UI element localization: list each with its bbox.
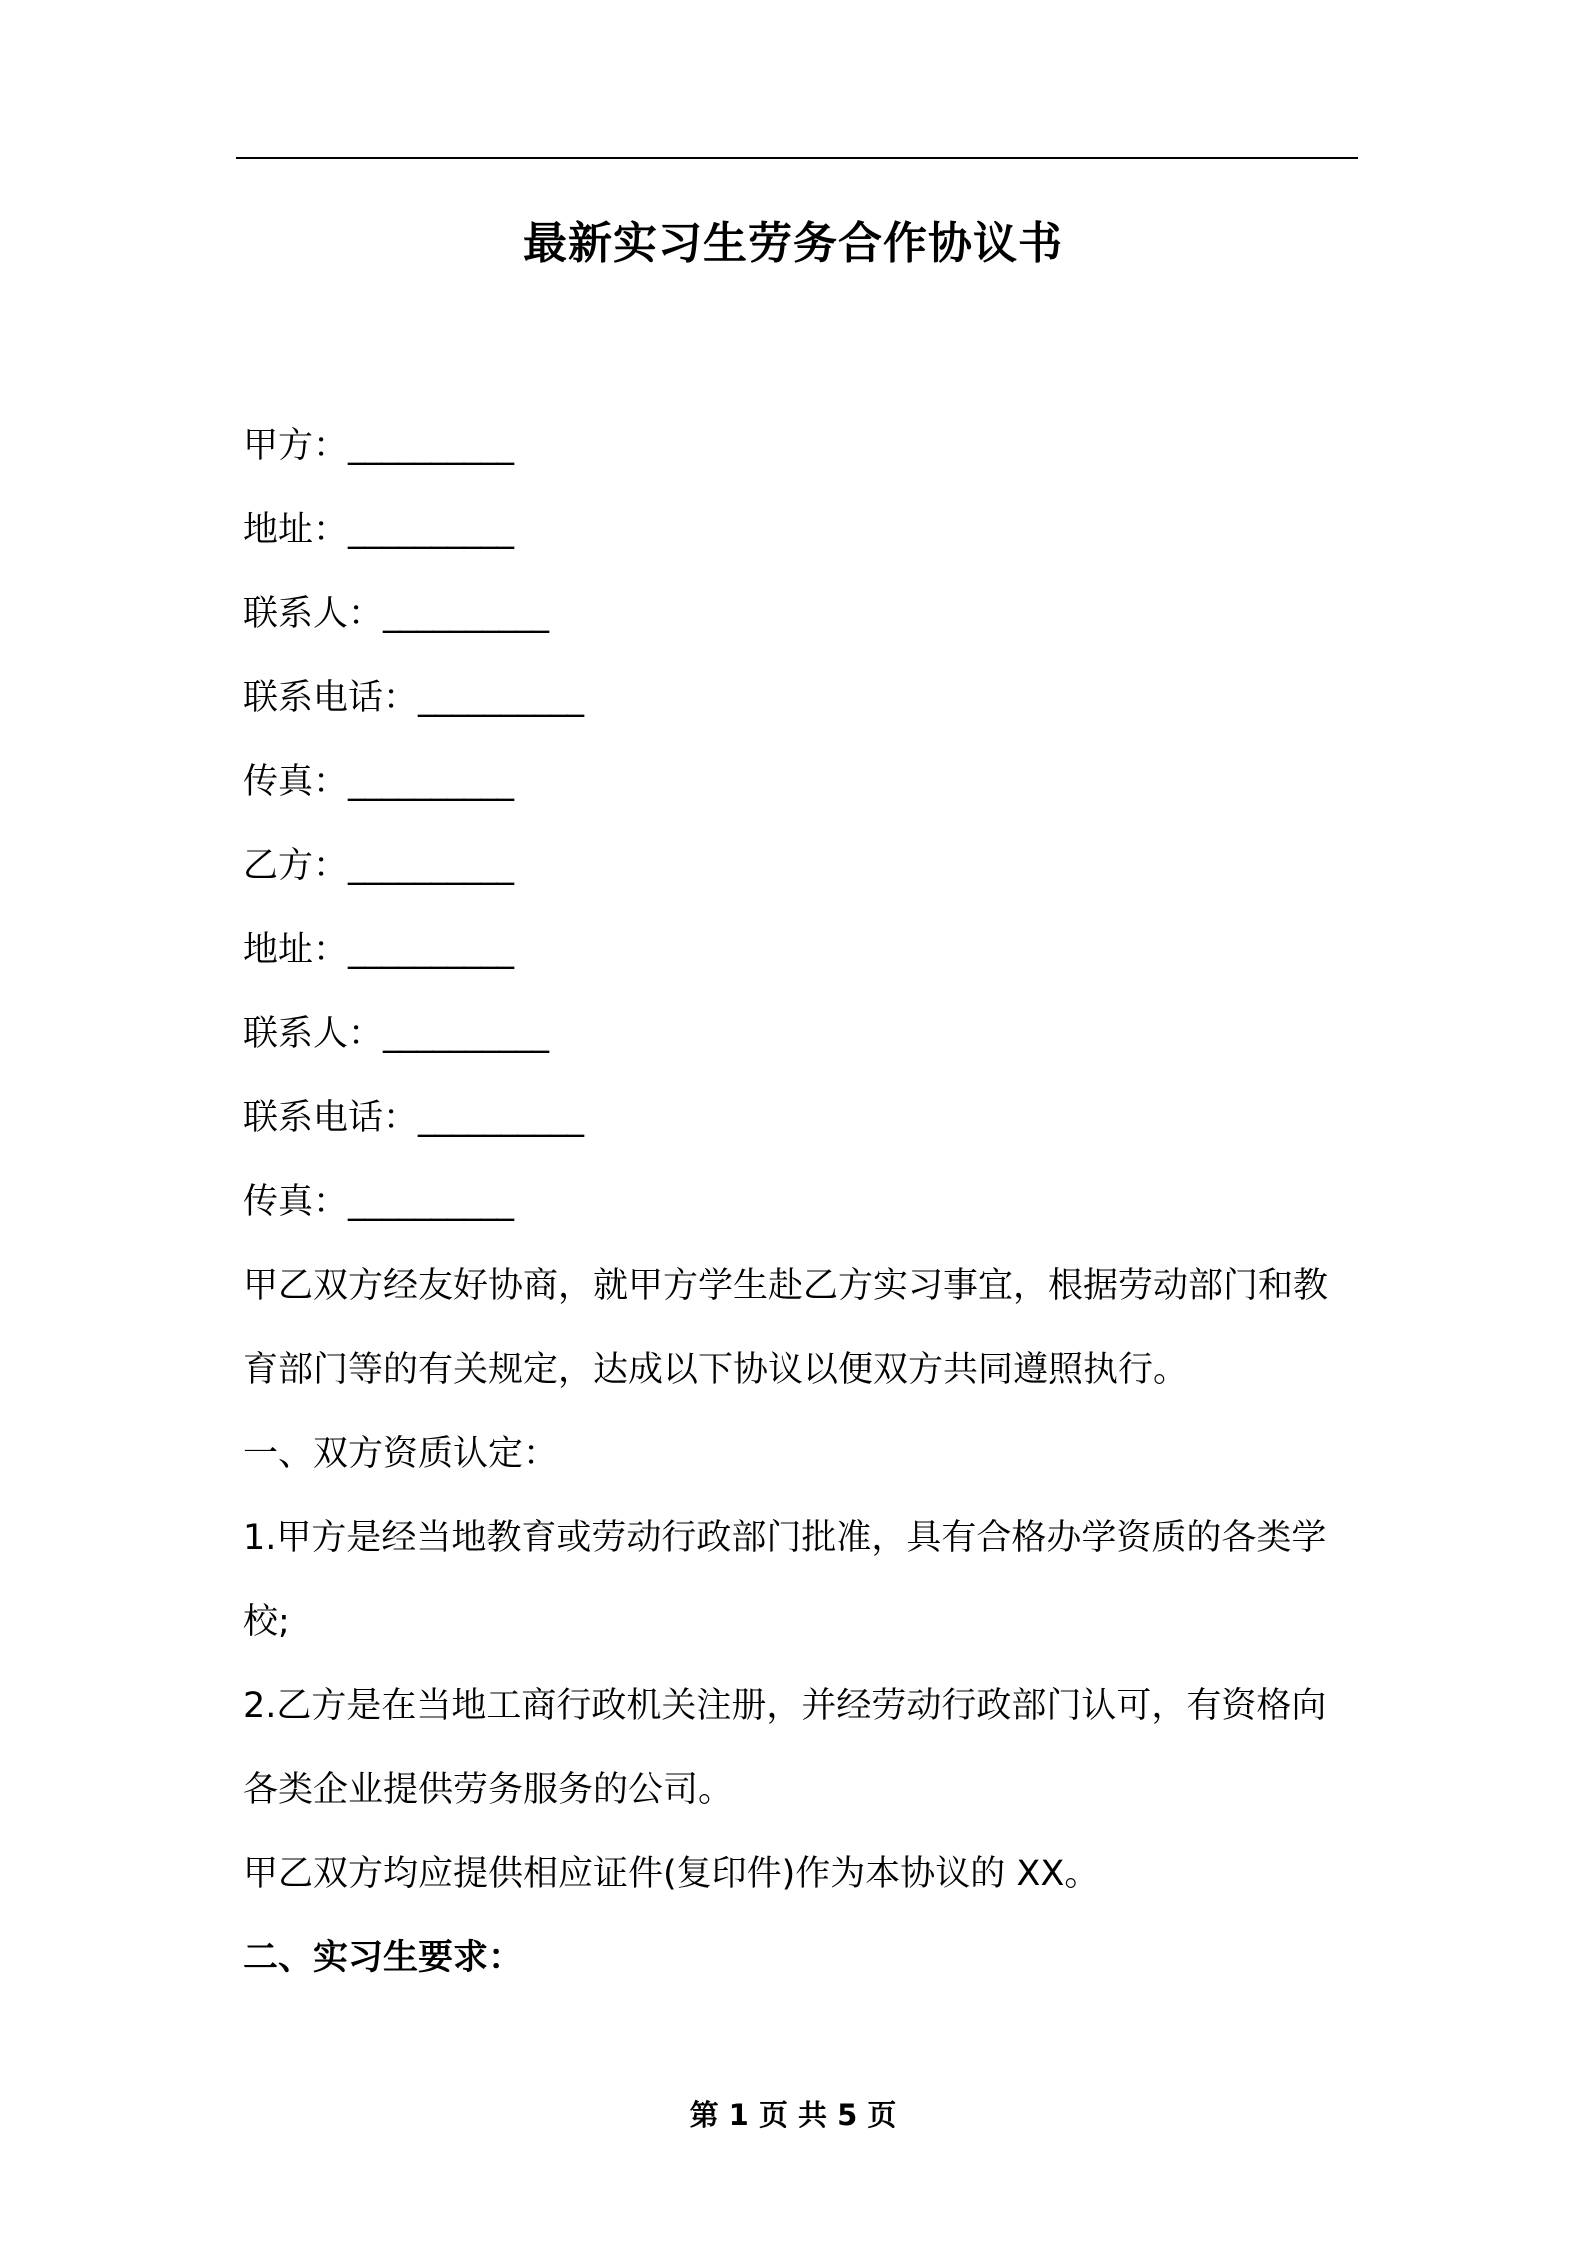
field-label: 传真： <box>243 1182 349 1222</box>
field-blank: __________ <box>418 678 584 718</box>
field-blank: __________ <box>348 930 514 970</box>
field-label: 联系电话： <box>243 1098 419 1138</box>
field-label: 联系电话： <box>243 678 419 718</box>
party-a-contact-field <box>243 572 1358 656</box>
party-b-address-field <box>243 908 1358 992</box>
section-1-item-1: 1.甲方是经当地教育或劳动行政部门批准，具有合格办学资质的各类学校; <box>243 1518 1327 1642</box>
field-label: 甲方： <box>243 426 349 466</box>
field-blank: __________ <box>348 846 514 886</box>
party-a-address-field <box>243 488 1358 572</box>
document-title: 最新实习生劳务合作协议书 <box>523 218 1063 269</box>
section-1-item-2: 2.乙方是在当地工商行政机关注册，并经劳动行政部门认可，有资格向各类企业提供劳务服务的公司。 <box>243 1686 1327 1810</box>
field-label: 乙方： <box>243 846 349 886</box>
field-label: 联系人： <box>243 1014 384 1054</box>
section-1-note: 甲乙双方均应提供相应证件(复印件)作为本协议的 XX。 <box>243 1854 1100 1894</box>
section-1-heading: 一、双方资质认定： <box>243 1434 559 1474</box>
party-a-fax-field <box>243 740 1358 824</box>
party-b-name-field <box>243 824 1358 908</box>
field-blank: __________ <box>348 762 514 802</box>
party-b-fax-field <box>243 1160 1358 1244</box>
party-b-phone-field <box>243 1076 1358 1160</box>
field-blank: __________ <box>348 510 514 550</box>
party-b-contact-field <box>243 992 1358 1076</box>
document-body <box>243 404 1358 2000</box>
field-blank: __________ <box>418 1098 584 1138</box>
field-label: 地址： <box>243 510 349 550</box>
field-blank: __________ <box>383 594 549 634</box>
header-rule <box>236 157 1358 159</box>
field-label: 联系人： <box>243 594 384 634</box>
party-a-name-field <box>243 404 1358 488</box>
field-blank: __________ <box>348 1182 514 1222</box>
section-2-heading: 二、实习生要求： <box>243 1938 524 1978</box>
field-label: 地址： <box>243 930 349 970</box>
intro-paragraph: 甲乙双方经友好协商，就甲方学生赴乙方实习事宜，根据劳动部门和教育部门等的有关规定，达成以下协议以便双方共同遵照执行。 <box>243 1266 1329 1390</box>
party-a-phone-field <box>243 656 1358 740</box>
field-label: 传真： <box>243 762 349 802</box>
field-blank: __________ <box>383 1014 549 1054</box>
page-footer: 第 1 页 共 5 页 <box>689 2098 897 2132</box>
field-blank: __________ <box>348 426 514 466</box>
